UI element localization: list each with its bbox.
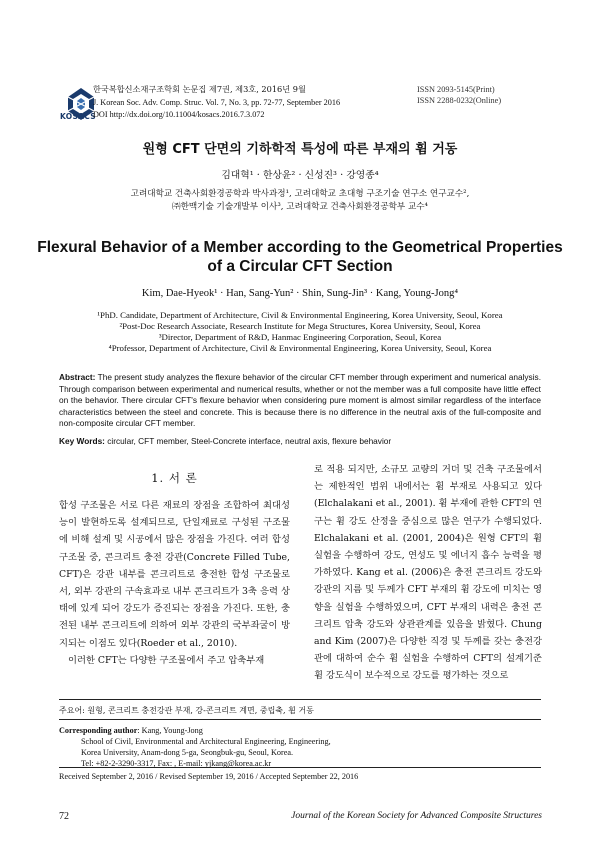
logo-text: KOSACS	[60, 112, 96, 121]
korean-affiliation-1: 고려대학교 건축사회환경공학과 박사과정¹, 고려대학교 초대형 구조기술 연구소 연구교수²,	[130, 189, 470, 199]
english-title	[20, 238, 580, 276]
author-address-line: Korea University, Anam-dong 5-ga, Seongbuk-gu, Seoul, Korea.	[81, 748, 294, 757]
english-title-line-2: of a Circular CFT Section	[207, 258, 393, 275]
journal-english: J. Korean Soc. Adv. Comp. Struc. Vol. 7, No. 3, pp. 72-77, September 2016	[93, 98, 341, 107]
issn-print: ISSN 2093-5145(Print)	[417, 85, 495, 94]
doi[interactable]: DOI http://dx.doi.org/10.11004/kosacs.2016.7.3.072	[93, 110, 265, 119]
korean-keywords: 주요어: 원형, 콘크리트 충전강관 부재, 강-콘크리트 계면, 중립축, 휨 거동	[59, 706, 314, 715]
english-affiliation-3: ³Director, Department of R&D, Hanmac Engineering Corporation, Seoul, Korea	[158, 332, 442, 342]
paragraph: 이러한 CFT는 다양한 구조물에서 주고 압축부재	[68, 654, 265, 666]
journal-korean: 한국복합신소재구조학회 논문집 제7권, 제3호, 2016년 9월	[93, 84, 306, 94]
korean-authors: 김대혁¹ · 한상윤² · 신성진³ · 강영종⁴	[221, 170, 379, 181]
journal-name-footer: Journal of the Korean Society for Advanced Composite Structures	[291, 811, 542, 821]
paragraph: 로 적용 되지만, 소규모 교량의 거더 및 건축 구조물에서는 제한적인 범위 내에서는 휨 부재로 사용되고 있다(Elchalakani et al., 2001). 휨 부재에 관한 CFT의 연구는 휨 강도 산정을 중심으로 많은 연구가 수행되었다. Elchalakani et al. (2001, 2004)은 원형 CFT의 휨 실험을 수행하여 강도, 연성도 및 에너지 흡수 능력을 평가하였다. Kang et al. (2006)은 충전 콘크리트 강도와 강관의 지름 및 두께가 CFT 부재의 휨 강도에 미치는 영향을 실험을 수행하였으며, CFT 부재의 내력은 충전 콘크리트 압축 강도와 상관관계를 있음을 밝혔다. Chung and Kim (2007)은 다양한 직경 및 두께를 갖는 충전강관에 대하여 순수 휨 실험을 수행하여 CFT의 설계기준 휨 강도식이 보수적으로 강도를 평가하는 것으로	[314, 464, 542, 682]
abstract	[59, 372, 541, 430]
abstract-text: The present study analyzes the flexure behavior of the circular CFT member through experiment and numerical analysis. Through comparison between experimental and numerical results, whether or not the member was a full composite have little effect on the behavior. There circular CFT's flexure behavior when considering pure moment is almost similar regardless of the interface characteristics between the steel and concrete. This is because there is no difference in the neutral axis of the full-composite and non-composite circular CFT member.	[59, 372, 541, 429]
footnote-divider	[59, 699, 541, 700]
keywords	[59, 436, 541, 446]
english-title-line-1: Flexural Behavior of a Member according to the Geometrical Properties	[37, 239, 563, 256]
paragraph: 합성 구조물은 서로 다른 재료의 장점을 조합하여 최대성능이 발현하도록 설계되므로, 단일재료로 구성된 구조물에 비해 설계 및 시공에서 많은 장점을 가진다. 여러 합성 구조물 중, 콘크리트 충전 강관(Concrete Filled Tube, CFT)은 강관 내부를 콘크리트로 충전한 합성 구조물로서, 외부 강관의 구속효과로 내부 콘크리트가 3축 응력 상태에 있게 되어 강도가 증진되는 장점을 가진다. 또한, 충전된 내부 콘크리트에 의하여 외부 강관의 국부좌굴이 방지되는 이점도 있다(Roeder et al., 2010).	[59, 500, 290, 649]
author-contact-line[interactable]: Tel: +82-2-3290-3317, Fax: , E-mail: yjkang@korea.ac.kr	[81, 759, 272, 768]
keywords-label: Key Words:	[59, 436, 105, 446]
english-affiliation-4: ⁴Professor, Department of Architecture, Civil & Environmental Engineering, Korea University, Seoul, Korea	[108, 343, 492, 353]
english-affiliation-1: ¹PhD. Candidate, Department of Architecture, Civil & Environmental Engineering, Korea University, Seoul, Korea	[97, 310, 503, 320]
corresponding-author-label: Corresponding author	[59, 726, 138, 735]
right-column	[314, 461, 542, 685]
received-dates: Received September 2, 2016 / Revised September 19, 2016 / Accepted September 22, 2016	[59, 772, 359, 781]
footnote-divider	[59, 767, 541, 768]
english-affiliation-2: ²Post-Doc Research Associate, Research Institute for Mega Structures, Korea University, Seoul, Korea	[119, 321, 481, 331]
footnote-divider	[59, 719, 541, 720]
page-number: 72	[59, 811, 69, 822]
abstract-label: Abstract:	[59, 372, 96, 382]
left-column	[59, 497, 290, 669]
issn-online: ISSN 2288-0232(Online)	[417, 96, 502, 105]
corresponding-author	[59, 725, 331, 769]
english-authors: Kim, Dae-Hyeok¹ · Han, Sang-Yun² · Shin, Sung-Jin³ · Kang, Young-Jong⁴	[141, 288, 459, 299]
section-heading: 1. 서 론	[151, 471, 198, 485]
korean-title: 원형 CFT 단면의 기하학적 특성에 따른 부재의 휨 거동	[142, 142, 458, 157]
korean-affiliation-2: ㈜한맥기술 기술개발부 이사³, 고려대학교 건축사회환경공학부 교수⁴	[171, 202, 429, 212]
keywords-text: circular, CFT member, Steel-Concrete interface, neutral axis, flexure behavior	[107, 436, 392, 446]
corresponding-author-name: : Kang, Young-Jong	[137, 726, 203, 735]
author-address-line: School of Civil, Environmental and Architectural Engineering, Engineering,	[81, 737, 331, 746]
